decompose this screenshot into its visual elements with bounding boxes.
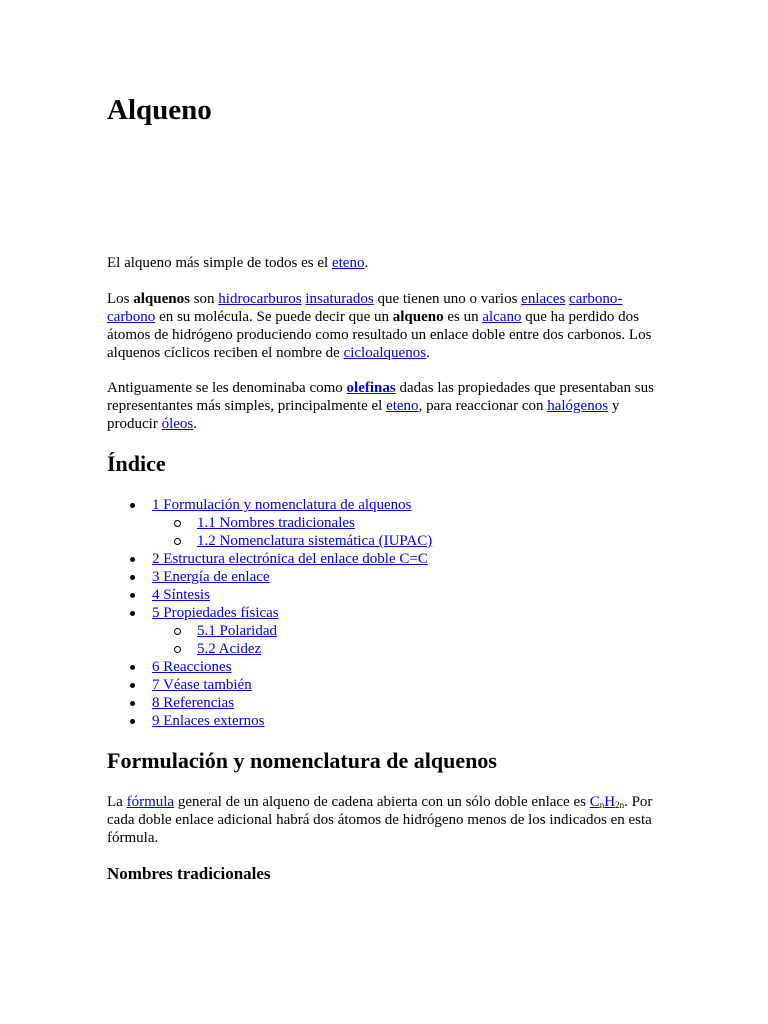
- subscript-n: n: [599, 800, 605, 810]
- bold-term-alquenos: alquenos: [133, 291, 190, 307]
- intro-paragraph-3: [107, 379, 663, 433]
- bold-term-alqueno: alqueno: [392, 309, 444, 325]
- link-carbono-symbol[interactable]: C: [589, 794, 600, 810]
- text: en su molécula. Se puede decir que un: [155, 309, 393, 325]
- link-enlaces[interactable]: enlaces: [521, 291, 566, 307]
- toc-link-5-2[interactable]: 5.2 Acidez: [197, 641, 262, 657]
- toc-link-1-2[interactable]: 1.2 Nomenclatura sistemática (IUPAC): [197, 533, 433, 549]
- text: que tienen uno o varios: [373, 291, 522, 307]
- subsection-heading-nombres-tradicionales: Nombres tradicionales: [107, 864, 271, 883]
- formulacion-paragraph: [107, 793, 663, 847]
- toc-link-1[interactable]: 1 Formulación y nomenclatura de alquenos: [152, 497, 412, 513]
- link-cicloalquenos[interactable]: cicloalquenos: [343, 345, 427, 361]
- toc-item: [107, 712, 663, 730]
- text: general de un alqueno de cadena abierta con un sólo doble enlace es: [174, 794, 590, 810]
- toc-subitem: [152, 532, 663, 550]
- toc-link-6[interactable]: 6 Reacciones: [152, 659, 232, 675]
- link-olefinas[interactable]: olefinas: [346, 380, 396, 396]
- toc-subitem: [152, 514, 663, 532]
- toc-link-9[interactable]: 9 Enlaces externos: [152, 713, 265, 729]
- link-carbono-carbono[interactable]: carbono-carbono: [107, 291, 623, 325]
- link-hidrocarburos[interactable]: hidrocarburos: [218, 291, 302, 307]
- toc-link-5[interactable]: 5 Propiedades físicas: [152, 605, 279, 621]
- toc-link-2[interactable]: 2 Estructura electrónica del enlace doble C=C: [152, 551, 428, 567]
- text: El alqueno más simple de todos es el: [107, 255, 332, 271]
- text: Los: [107, 291, 134, 307]
- text: .: [193, 416, 197, 432]
- toc-item: [107, 586, 663, 604]
- toc-item: [107, 604, 663, 658]
- toc-subitem: [152, 622, 663, 640]
- text: , para reaccionar con: [418, 398, 548, 414]
- text: .: [426, 345, 430, 361]
- link-eteno[interactable]: eteno: [331, 255, 365, 271]
- text: dadas las propiedades que presentaban sus representantes más simples, principalmente el: [107, 380, 654, 414]
- link-formula[interactable]: fórmula: [126, 794, 175, 810]
- toc-link-5-1[interactable]: 5.1 Polaridad: [197, 623, 277, 639]
- link-eteno-2[interactable]: eteno: [386, 398, 419, 414]
- text: La: [107, 794, 127, 810]
- text: y producir: [107, 398, 620, 432]
- text: .: [364, 255, 369, 271]
- toc-link-8[interactable]: 8 Referencias: [152, 695, 235, 711]
- page-title: Alqueno: [107, 94, 212, 126]
- text: Antiguamente se les denominaba como: [107, 380, 347, 396]
- intro-paragraph-1: [107, 254, 663, 272]
- text: . Por cada doble enlace adicional habrá dos átomos de hidrógeno menos de los indicados en esta fórmula.: [107, 794, 653, 846]
- link-insaturados[interactable]: insaturados: [305, 291, 374, 307]
- toc-item: [107, 658, 663, 676]
- link-hidrogeno-symbol[interactable]: H: [604, 794, 616, 810]
- text: son: [189, 291, 219, 307]
- subscript-2n: 2n: [615, 800, 625, 810]
- toc-link-7[interactable]: 7 Véase también: [152, 677, 252, 693]
- link-oleos[interactable]: óleos: [161, 416, 194, 432]
- toc-item: [107, 550, 663, 568]
- toc-item: [107, 694, 663, 712]
- index-heading: Índice: [107, 451, 166, 476]
- link-halogenos[interactable]: halógenos: [547, 398, 609, 414]
- toc-subitem: [152, 640, 663, 658]
- text: que ha perdido dos átomos de hidrógeno produciendo como resultado un enlace doble entre dos carbonos. Los alquenos cíclicos reciben el nombre de: [107, 309, 652, 361]
- link-alcano[interactable]: alcano: [482, 309, 522, 325]
- intro-paragraph-2: [107, 290, 663, 362]
- toc-link-1-1[interactable]: 1.1 Nombres tradicionales: [197, 515, 355, 531]
- toc-link-4[interactable]: 4 Síntesis: [152, 587, 210, 603]
- toc-link-3[interactable]: 3 Energía de enlace: [152, 569, 270, 585]
- section-heading-formulacion: Formulación y nomenclatura de alquenos: [107, 748, 497, 773]
- table-of-contents: [107, 496, 663, 730]
- toc-item: [107, 568, 663, 586]
- toc-item: [107, 676, 663, 694]
- text: es un: [443, 309, 483, 325]
- toc-item: [107, 496, 663, 550]
